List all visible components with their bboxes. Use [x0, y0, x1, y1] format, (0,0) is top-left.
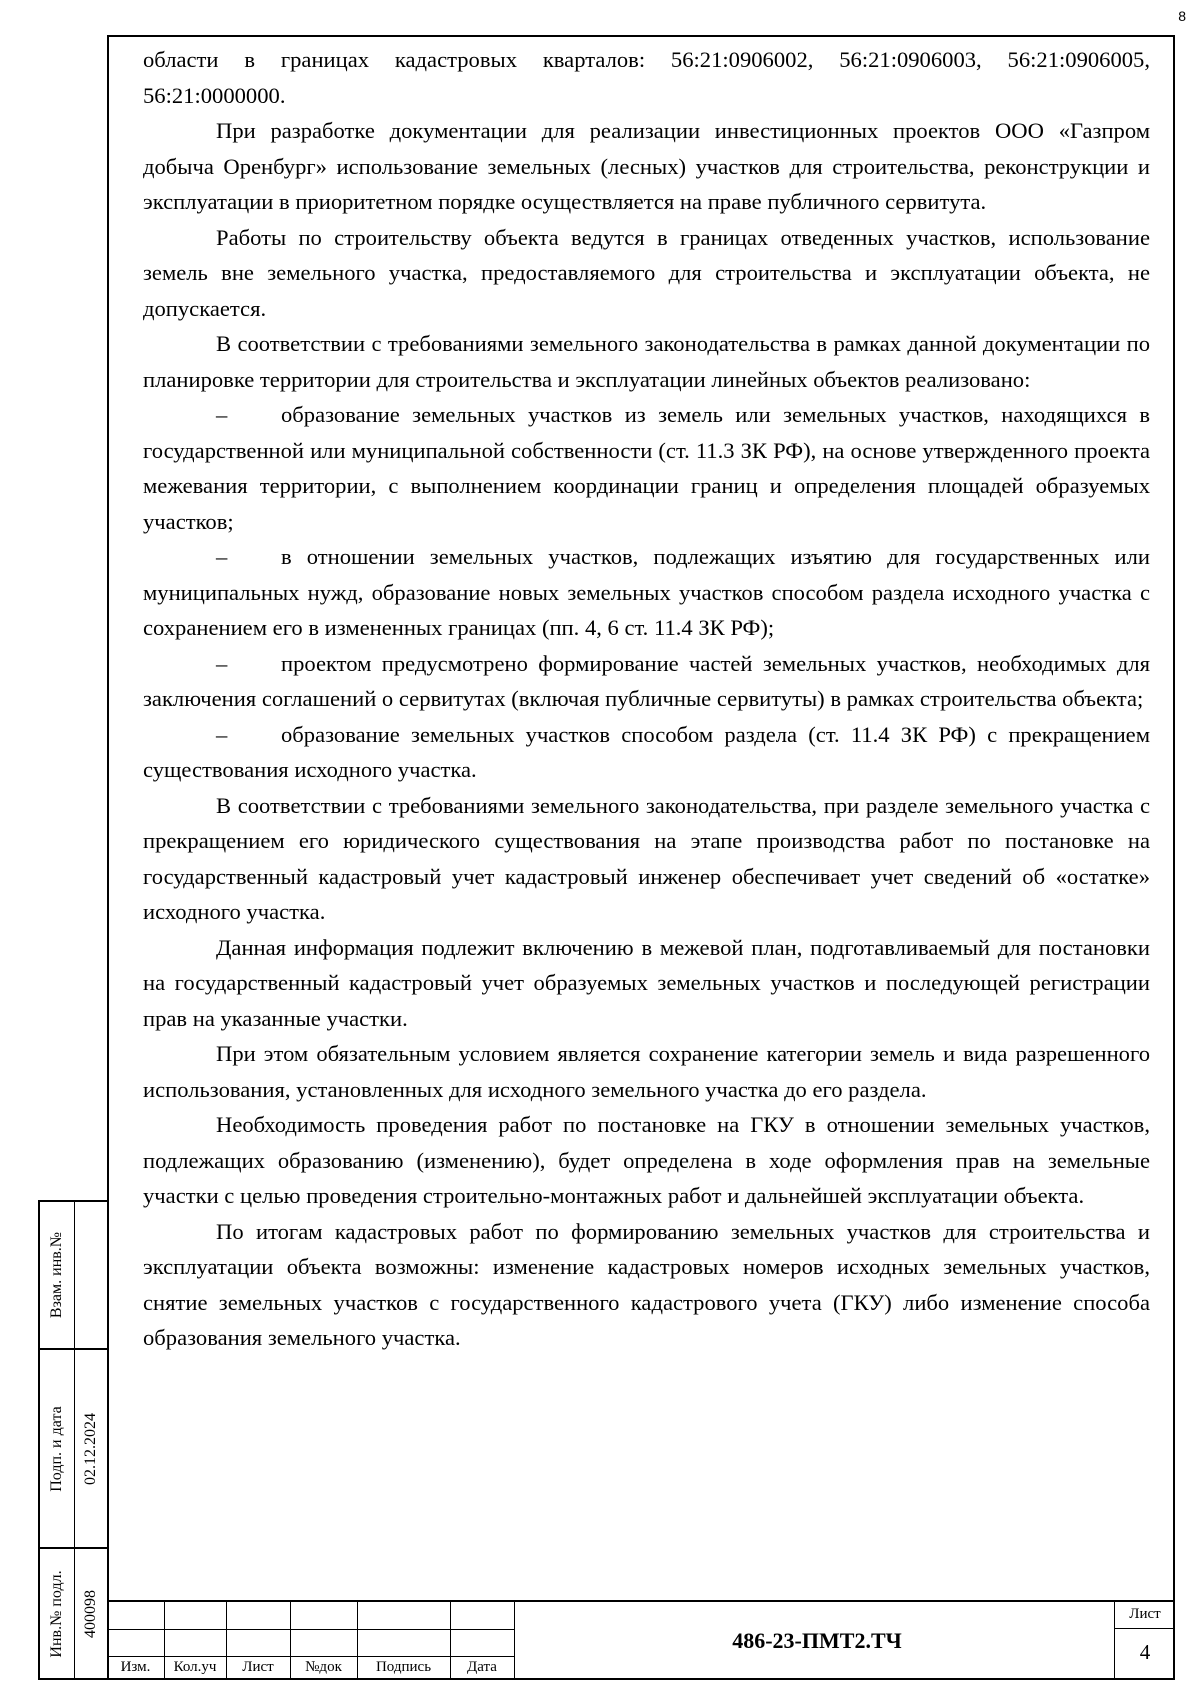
document-body — [143, 42, 1150, 1356]
paragraph: При разработке документации для реализации инвестиционных проектов ООО «Газпром добыча Оренбург» использование земельных (лесных) участков для строительства, реконструкции и эксплуатации в приоритетном порядке осуществляется на праве публичного сервитута. — [143, 118, 1150, 214]
title-block — [107, 1600, 1175, 1680]
header-list: Лист — [242, 1659, 274, 1675]
list-item-text: образование земельных участков способом раздела (ст. 11.4 ЗК РФ) с прекращением существования исходного участка. — [143, 721, 1150, 782]
sheet-number: 4 — [1139, 1640, 1151, 1664]
header-kol-uch: Кол.уч — [173, 1659, 217, 1675]
stamp-label: Подп. и дата — [48, 1405, 65, 1492]
dash-bullet: – — [216, 402, 228, 427]
header-podpis: Подпись — [375, 1659, 432, 1675]
paragraph: При этом обязательным условием является сохранение категории земель и вида разрешенного использования, установленных для исходного земельного участка до его раздела. — [143, 1041, 1150, 1102]
stamp-label: Взам. инв.№ — [48, 1231, 65, 1319]
list-item-text: образование земельных участков из земель или земельных участков, находящихся в государственной или муниципальной собственности (ст. 11.3 ЗК РФ), на основе утвержденного проекта межевания территории, с выполнением координации границ и определения площадей образуемых участков; — [143, 402, 1150, 534]
list-item-text: в отношении земельных участков, подлежащих изъятию для государственных или муниципальных нужд, образование новых земельных участков способом раздела исходного участка с сохранением его в измененных границах (пп. 4, 6 ст. 11.4 ЗК РФ); — [143, 544, 1150, 640]
stamp-vzam-inv — [38, 1200, 107, 1350]
sheet-label: Лист — [1129, 1606, 1161, 1622]
header-izm: Изм. — [120, 1659, 151, 1675]
paragraph: Работы по строительству объекта ведутся в границах отведенных участков, использование земель вне земельного участка, предоставляемого для строительства и эксплуатации объекта, не допускается. — [143, 224, 1150, 321]
paragraph: Данная информация подлежит включению в межевой план, подготавливаемый для постановки на государственный кадастровый учет образуемых земельных участков и последующей регистрации прав на указанные участки. — [143, 934, 1150, 1031]
list-item — [143, 539, 1150, 646]
paragraph: В соответствии с требованиями земельного законодательства, при разделе земельного участка с прекращением его юридического существования на этапе производства работ по постановке на государственный кадастровый учет кадастровый инженер обеспечивает учет сведений об «остатке» исходного участка. — [143, 792, 1150, 924]
dash-bullet: – — [216, 544, 228, 569]
list-item — [143, 717, 1150, 788]
paragraph: В соответствии с требованиями земельного законодательства в рамках данной документации по планировке территории для строительства и эксплуатации линейных объектов реализовано: — [143, 331, 1150, 392]
page-number: 8 — [1178, 8, 1186, 24]
list-item — [143, 397, 1150, 539]
stamp-podp-data — [38, 1348, 107, 1549]
paragraph: По итогам кадастровых работ по формированию земельных участков для строительства и эксплуатации объекта возможны: изменение кадастровых номеров исходных земельных участков, снятие земельных участков с государственного кадастрового учета (ГКУ) либо изменение способа образования земельного участка. — [143, 1218, 1150, 1350]
stamp-label: Инв.№ подл. — [48, 1569, 65, 1658]
dash-bullet: – — [216, 650, 228, 676]
document-code: 486-23-ПМТ2.ТЧ — [732, 1628, 902, 1653]
stamp-value: 02.12.2024 — [81, 1412, 99, 1485]
paragraph: Необходимость проведения работ по постановке на ГКУ в отношении земельных участков, подлежащих образованию (изменению), будет определена в ходе оформления прав на земельные участки с целью проведения строительно-монтажных работ и дальнейшей эксплуатации объекта. — [143, 1112, 1150, 1208]
list-item-text: проектом предусмотрено формирование частей земельных участков, необходимых для заключения соглашений о сервитутах (включая публичные сервитуты) в рамках строительства объекта; — [143, 650, 1150, 711]
paragraph-continuation: области в границах кадастровых кварталов: 56:21:0906002, 56:21:0906003, 56:21:0906005, 56:21:0000000. — [143, 47, 1150, 108]
list-item — [143, 646, 1150, 717]
stamp-value: 400098 — [81, 1589, 99, 1638]
dash-bullet: – — [216, 721, 228, 747]
stamp-inv-podl — [38, 1547, 107, 1680]
header-ndok: №док — [305, 1659, 342, 1675]
header-data: Дата — [467, 1659, 497, 1675]
